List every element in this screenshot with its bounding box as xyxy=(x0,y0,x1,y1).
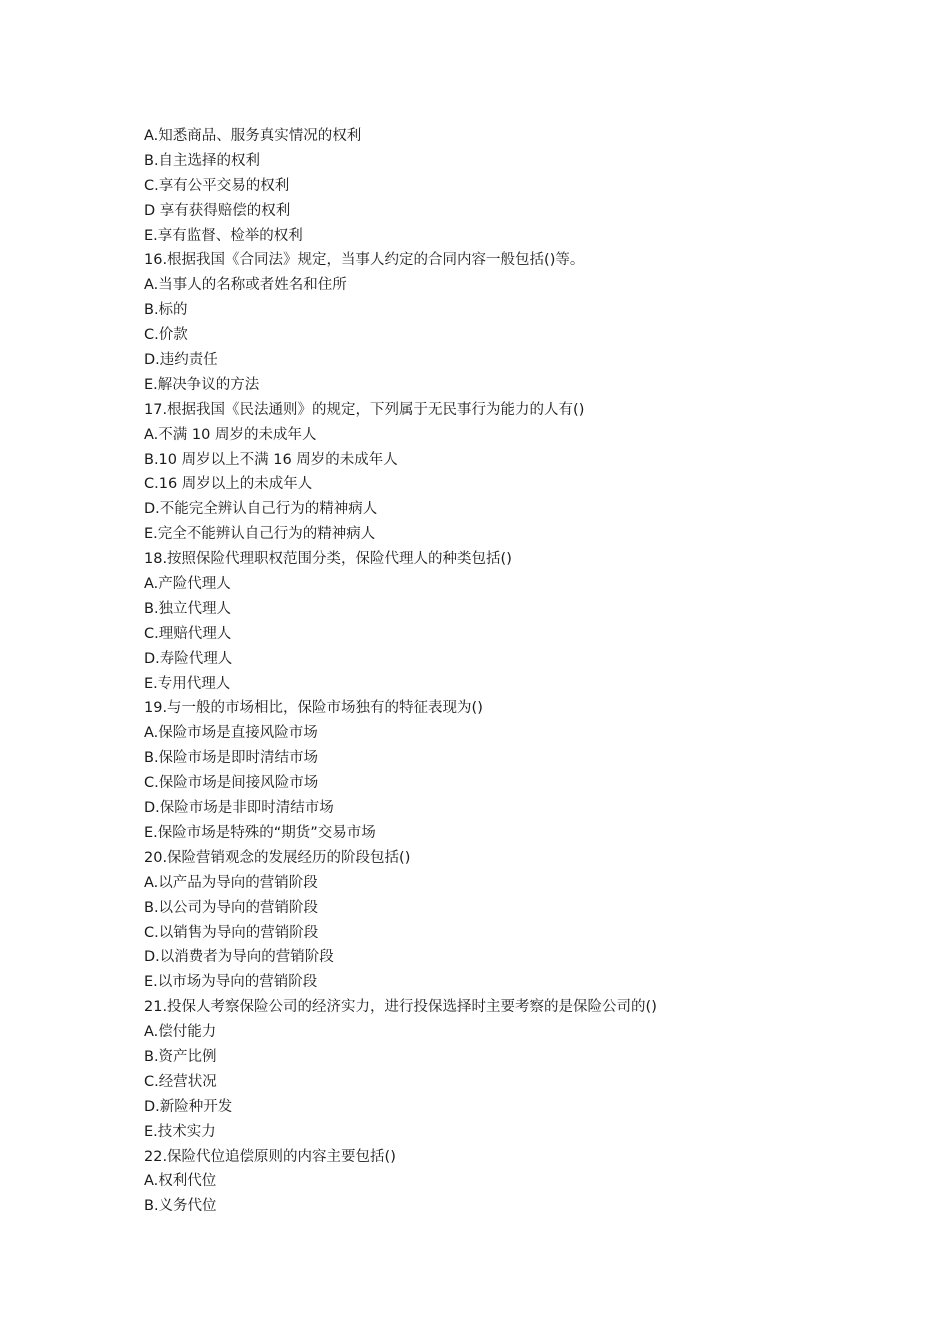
question-22: 22.保险代位追偿原则的内容主要包括() xyxy=(144,1148,396,1165)
question-19: 19.与一般的市场相比，保险市场独有的特征表现为() xyxy=(144,700,483,717)
text-line: C.以销售为导向的营销阶段 xyxy=(144,924,319,941)
question-16: 16.根据我国《合同法》规定，当事人约定的合同内容一般包括()等。 xyxy=(144,252,585,269)
text-line: D.保险市场是非即时清结市场 xyxy=(144,800,334,817)
text-line: E.专用代理人 xyxy=(144,675,231,692)
text-line: C.经营状况 xyxy=(144,1073,217,1090)
text-line: B.10 周岁以上不满 16 周岁的未成年人 xyxy=(144,451,398,468)
text-line: A.保险市场是直接风险市场 xyxy=(144,725,318,742)
text-line: D 享有获得赔偿的权利 xyxy=(144,202,291,219)
text-line: E.解决争议的方法 xyxy=(144,376,260,393)
text-line: B.自主选择的权利 xyxy=(144,152,261,169)
text-line: A.当事人的名称或者姓名和住所 xyxy=(144,277,347,294)
text-line: C.16 周岁以上的未成年人 xyxy=(144,476,313,493)
text-line: B.以公司为导向的营销阶段 xyxy=(144,899,319,916)
question-21: 21.投保人考察保险公司的经济实力，进行投保选择时主要考察的是保险公司的() xyxy=(144,999,657,1016)
question-17: 17.根据我国《民法通则》的规定，下列属于无民事行为能力的人有() xyxy=(144,401,585,418)
text-line: E.完全不能辨认自己行为的精神病人 xyxy=(144,526,376,543)
text-line: E.以市场为导向的营销阶段 xyxy=(144,974,318,991)
text-line: B.资产比例 xyxy=(144,1048,217,1065)
text-line: A.产险代理人 xyxy=(144,576,231,593)
text-line: D.违约责任 xyxy=(144,352,218,369)
text-line: B.义务代位 xyxy=(144,1198,217,1215)
text-line: D.以消费者为导向的营销阶段 xyxy=(144,949,334,966)
text-line: D.新险种开发 xyxy=(144,1098,233,1115)
document-body xyxy=(144,124,834,1219)
text-line: A.不满 10 周岁的未成年人 xyxy=(144,426,317,443)
text-line: A.知悉商品、服务真实情况的权利 xyxy=(144,128,362,144)
text-line: E.享有监督、检举的权利 xyxy=(144,227,303,244)
text-line: E.技术实力 xyxy=(144,1123,216,1140)
text-line: D.不能完全辨认自己行为的精神病人 xyxy=(144,501,378,518)
text-line: A.偿付能力 xyxy=(144,1024,217,1041)
text-line: D.寿险代理人 xyxy=(144,650,233,667)
text-line: B.独立代理人 xyxy=(144,600,232,617)
text-line: B.标的 xyxy=(144,302,188,319)
text-line: A.权利代位 xyxy=(144,1173,217,1190)
question-18: 18.按照保险代理职权范围分类，保险代理人的种类包括() xyxy=(144,551,512,568)
text-line: C.理赔代理人 xyxy=(144,625,232,642)
text-line: C.价款 xyxy=(144,327,188,344)
text-line: B.保险市场是即时清结市场 xyxy=(144,750,319,767)
question-20: 20.保险营销观念的发展经历的阶段包括() xyxy=(144,849,411,866)
text-line: C.保险市场是间接风险市场 xyxy=(144,775,319,792)
text-line: E.保险市场是特殊的“期货”交易市场 xyxy=(144,824,376,841)
text-line: C.享有公平交易的权利 xyxy=(144,177,290,194)
text-line: A.以产品为导向的营销阶段 xyxy=(144,874,318,891)
